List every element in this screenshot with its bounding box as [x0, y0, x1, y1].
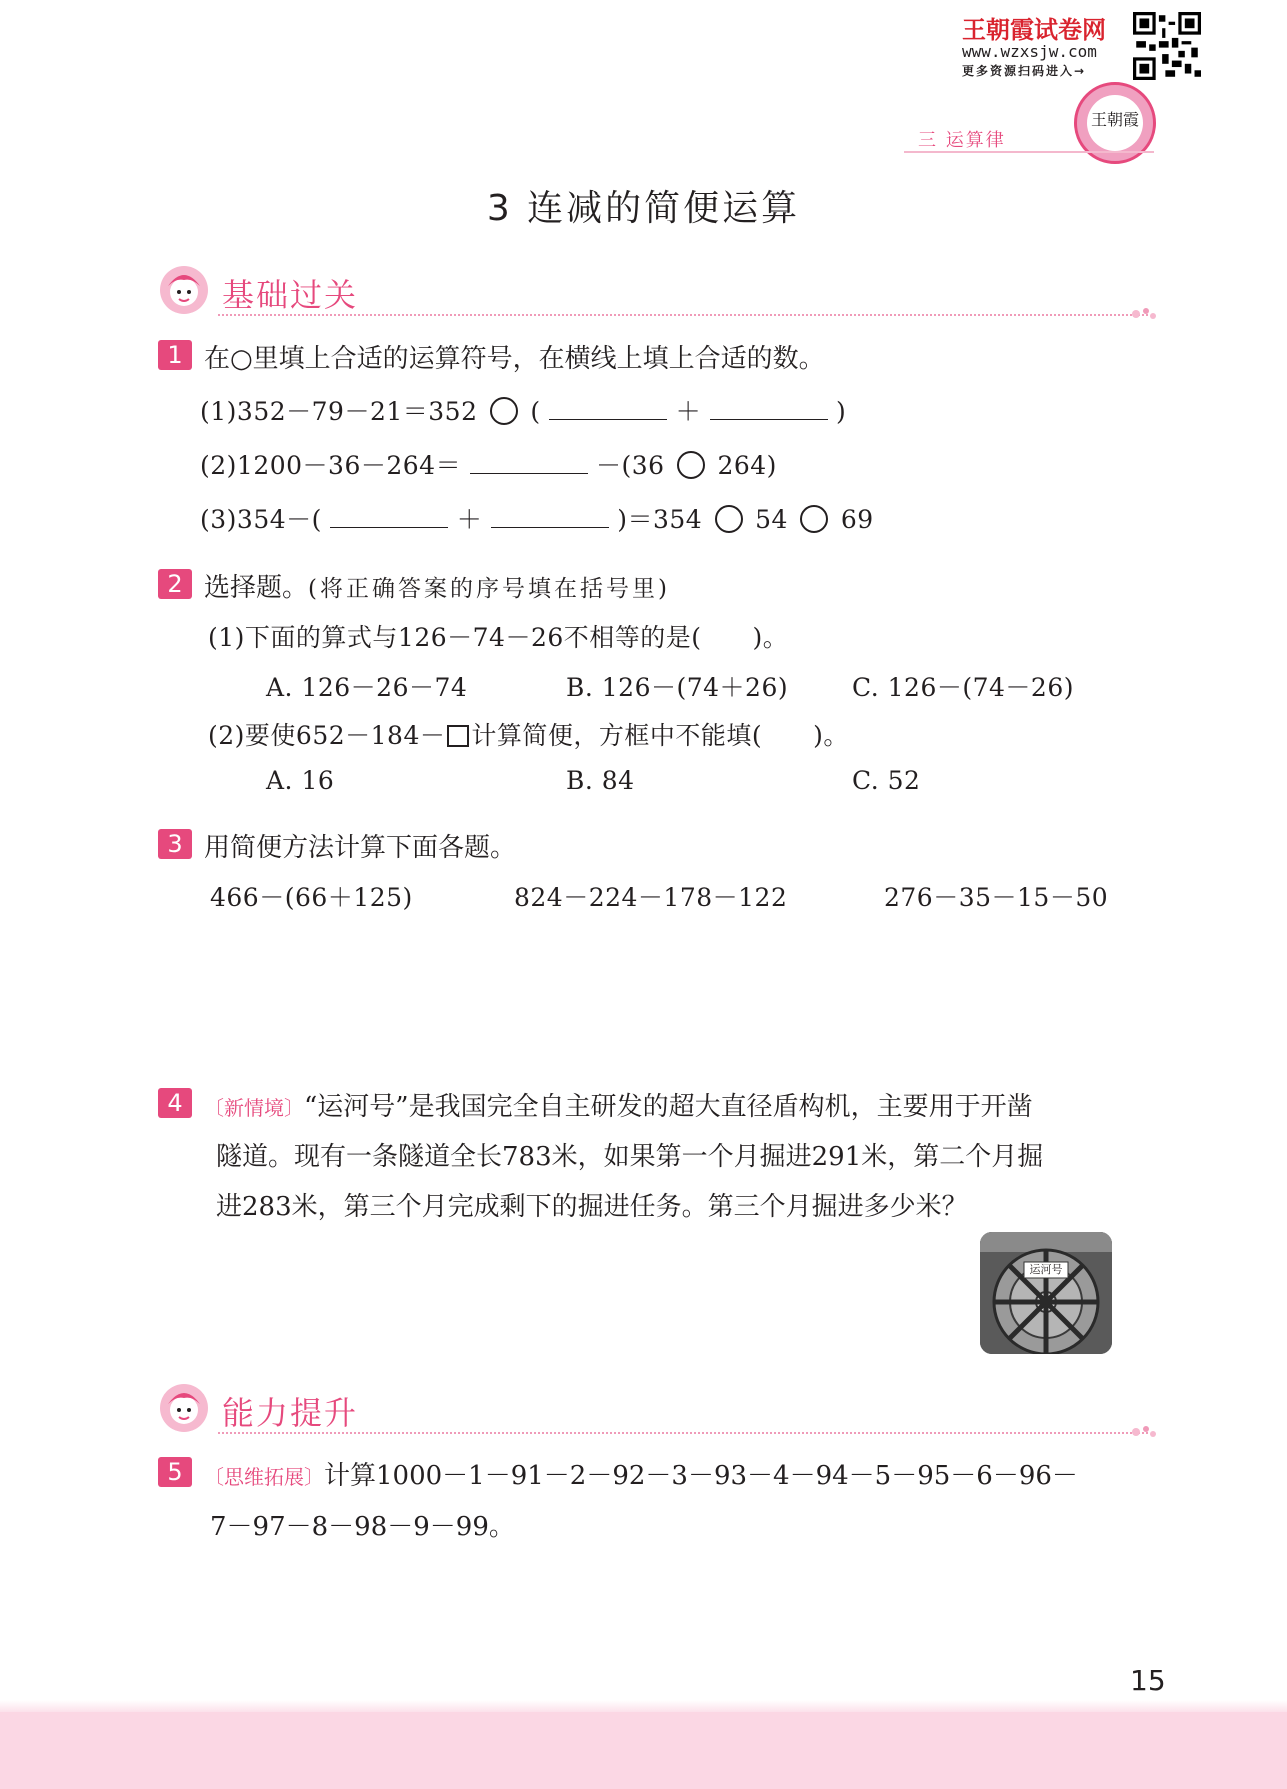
square-box: [447, 725, 469, 747]
q2-prompt: 选择题。: [204, 573, 309, 603]
q3-prompt: 用简便方法计算下面各题。: [204, 833, 517, 863]
q1-part3: [200, 500, 874, 536]
q2-sub1-option-a[interactable]: A. 126－26－74: [266, 673, 468, 702]
q1-part3-mid: )＝354: [617, 505, 703, 534]
question-number-3: 3: [158, 829, 192, 859]
q2-sub2-rest: 计算简便，方框中不能填( )。: [471, 721, 849, 750]
q4-text-1: “运河号”是我国完全自主研发的超大直径盾构机，主要用于开凿: [304, 1092, 1033, 1122]
brand-url[interactable]: www.wzxsjw.com: [962, 42, 1097, 61]
section-basic: [158, 264, 1158, 324]
q1-part3-expr: (3)354－(: [200, 505, 322, 534]
lesson-title: 3 连减的简便运算: [486, 188, 801, 229]
seal-text: 王朝霞: [1090, 110, 1139, 129]
answer-blank[interactable]: [330, 504, 448, 528]
question-number-1: 1: [158, 340, 192, 370]
operator-circle[interactable]: [715, 505, 743, 533]
q1-part2: [200, 446, 777, 482]
qr-code-icon[interactable]: [1133, 12, 1201, 80]
section-advanced: [158, 1382, 1158, 1442]
q5-line-1: [204, 1455, 1078, 1492]
section-divider: [218, 1432, 1148, 1434]
answer-blank[interactable]: [549, 396, 667, 420]
q2-sub2-expr: (2)要使652－184－: [208, 721, 446, 750]
q5-line-2: 7－97－8－98－9－99。: [210, 1512, 515, 1542]
operator-circle[interactable]: [800, 505, 828, 533]
answer-blank[interactable]: [710, 396, 828, 420]
question-number-5: 5: [158, 1457, 192, 1487]
q2-sub2-option-c[interactable]: C. 52: [852, 766, 921, 795]
q1-part1-plus: ＋: [675, 397, 702, 426]
answer-blank[interactable]: [470, 450, 588, 474]
q1-part2-mid: －(36: [595, 451, 665, 480]
q3-expression-1: 466－(66＋125): [210, 883, 413, 912]
q2-sub2: [208, 716, 849, 752]
tunnel-boring-machine-photo: [980, 1232, 1112, 1354]
q2-sub1-option-c[interactable]: C. 126－(74－26): [852, 673, 1074, 702]
mascot-girl-icon: [158, 1382, 210, 1434]
q1-part3-num: 54: [755, 505, 788, 534]
section-divider: [218, 314, 1148, 316]
mascot-girl-icon: [158, 264, 210, 316]
footer-band: [0, 1712, 1287, 1789]
q1-part1-paren-close: ): [835, 397, 847, 426]
brand-title: 王朝霞试卷网: [962, 16, 1106, 44]
q4-line-3: 进283米，第三个月完成剩下的掘进任务。第三个月掘进多少米？: [216, 1192, 968, 1222]
section-title-advanced: 能力提升: [222, 1394, 359, 1432]
chapter-label: 三 运算律: [918, 130, 1006, 151]
q2-sub2-option-b[interactable]: B. 84: [566, 766, 635, 795]
operator-circle[interactable]: [490, 397, 518, 425]
section-title-basic: 基础过关: [222, 276, 359, 314]
q5-text-1: 计算1000－1－91－2－92－3－93－4－94－5－95－6－96－: [324, 1461, 1078, 1491]
q4-line-2: 隧道。现有一条隧道全长783米，如果第一个月掘进291米，第二个月掘: [216, 1142, 1044, 1172]
divider-end-dots-icon: [1130, 306, 1158, 322]
q1-part1-expr: (1)352－79－21＝352: [200, 397, 478, 426]
q1-part2-expr: (2)1200－36－264＝: [200, 451, 462, 480]
answer-blank[interactable]: [491, 504, 609, 528]
question-number-2: 2: [158, 569, 192, 599]
tunnel-boring-machine-icon: [980, 1232, 1112, 1354]
q1-part3-plus: ＋: [456, 505, 483, 534]
q2-sub2-option-a[interactable]: A. 16: [266, 766, 335, 795]
q1-part2-end: 264): [717, 451, 777, 480]
q1-prompt: 在○里填上合适的运算符号，在横线上填上合适的数。: [204, 344, 825, 374]
q1-part1: [200, 392, 846, 428]
q1-part3-last: 69: [840, 505, 874, 534]
q3-expression-3: 276－35－15－50: [884, 883, 1109, 912]
divider-end-dots-icon: [1130, 1424, 1158, 1440]
chapter-divider: [904, 151, 1154, 153]
q2-sub1: (1)下面的算式与126－74－26不相等的是( )。: [208, 623, 789, 652]
q4-line-1: [204, 1086, 1033, 1123]
q2-note: (将正确答案的序号填在括号里): [308, 576, 670, 602]
brand-scan-text: 更多资源扫码进入→: [962, 64, 1087, 78]
q2-prompt-line: [204, 567, 670, 604]
operator-circle[interactable]: [677, 451, 705, 479]
q1-part1-paren-open: (: [530, 397, 541, 426]
q3-expression-2: 824－224－178－122: [514, 883, 788, 912]
question-number-4: 4: [158, 1088, 192, 1118]
page-number: 15: [1130, 1664, 1166, 1697]
q4-tag: 〔新情境〕: [204, 1096, 304, 1120]
q5-tag: 〔思维拓展〕: [204, 1465, 324, 1489]
photo-label: 运河号: [1029, 1263, 1063, 1276]
q2-sub1-option-b[interactable]: B. 126－(74＋26): [566, 673, 789, 702]
